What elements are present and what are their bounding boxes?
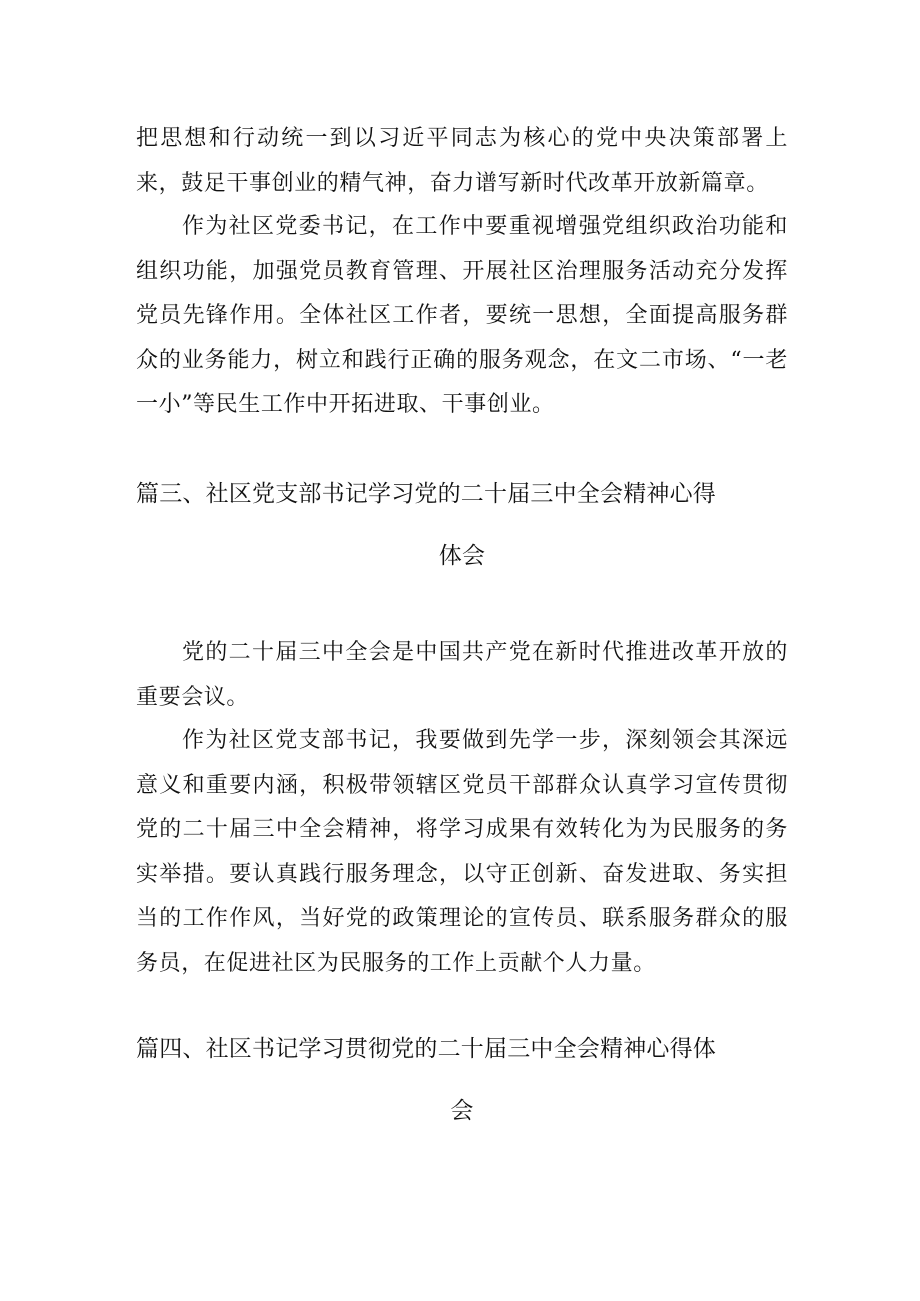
section-heading-part-four-line1: 篇四、社区书记学习贯彻党的二十届三中全会精神心得体 bbox=[136, 1036, 716, 1062]
paragraph-continuation: 把思想和行动统一到以习近平同志为核心的党中央决策部署上来，鼓足干事创业的精气神，奋力谱写新时代改革开放新篇章。 bbox=[136, 126, 788, 196]
paragraph-branch-secretary: 作为社区党支部书记，我要做到先学一步，深刻领会其深远意义和重要内涵，积极带领辖区党员干部群众认真学习宣传贯彻党的二十届三中全会精神，将学习成果有效转化为为民服务的务实举措。要认真践行服务理念，以守正创新、奋发进取、务实担当的工作作风，当好党的政策理论的宣传员、联系服务群众的服务员，在促进社区为民服务的工作上贡献个人力量。 bbox=[136, 728, 788, 976]
section-heading-part-four-line2: 会 bbox=[450, 1098, 474, 1124]
paragraph-plenum-intro: 党的二十届三中全会是中国共产党在新时代推进改革开放的重要会议。 bbox=[136, 640, 788, 710]
section-heading-part-three-line2: 体会 bbox=[438, 543, 486, 569]
paragraph-community-party-secretary: 作为社区党委书记，在工作中要重视增强党组织政治功能和组织功能，加强党员教育管理、开展社区治理服务活动充分发挥党员先锋作用。全体社区工作者，要统一思想，全面提高服务群众的业务能力，树立和践行正确的服务观念，在文二市场、“一老一小”等民生工作中开拓进取、干事创业。 bbox=[136, 214, 788, 417]
section-heading-part-three-line1: 篇三、社区党支部书记学习党的二十届三中全会精神心得 bbox=[136, 481, 716, 507]
section-heading-part-four bbox=[136, 1034, 788, 1126]
section-heading-part-three bbox=[136, 479, 788, 571]
